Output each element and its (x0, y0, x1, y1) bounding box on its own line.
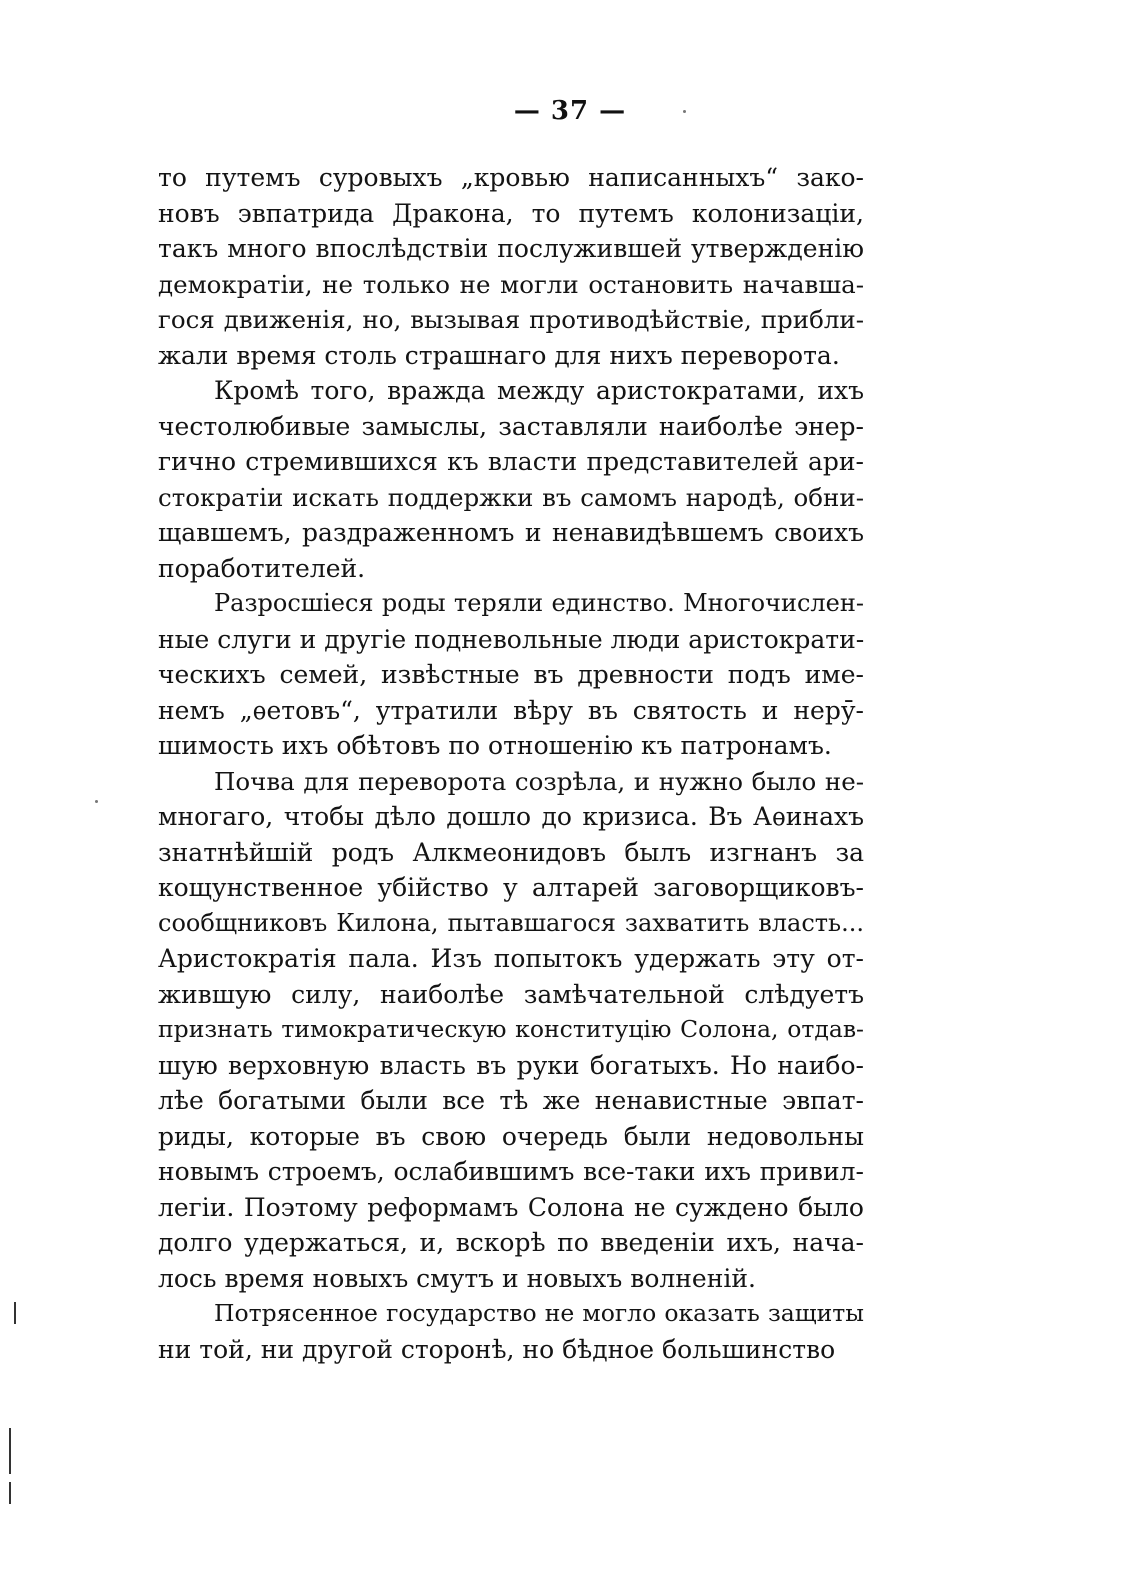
text-line: знатнѣйшiй родъ Алкмеонидовъ былъ изгнанъ за (158, 837, 864, 867)
text-line: сообщниковъ Килона, пытавшагося захватить власть... (158, 908, 864, 937)
text-line: гося движенiя, но, вызывая противодѣйствiе, прибли- (158, 305, 864, 334)
scan-edge-mark (9, 1428, 11, 1474)
text-line: демократiи, не только не могли остановить начавша- (158, 269, 864, 299)
body-text (158, 160, 864, 1367)
text-line: шую верховную власть въ руки богатыхъ. Но наибо- (158, 1050, 864, 1080)
text-line: Аристократiя пала. Изъ попытокъ удержать эту от- (158, 944, 864, 973)
text-line: кощунственное убiйство у алтарей заговорщиковъ- (158, 873, 864, 902)
page-number: — 37 — (513, 96, 627, 126)
text-line: ные слуги и другiе подневольные люди аристократи- (158, 624, 865, 654)
text-line: жившую силу, наиболѣе замѣчательной слѣдуетъ (158, 979, 864, 1009)
text-line: немъ „ѳетовъ“, утратили вѣру въ святость и нерӯ- (158, 695, 864, 725)
paragraph (158, 373, 864, 586)
scan-edge-mark (9, 1482, 11, 1504)
text-line: многаго, чтобы дѣло дошло до кризиса. Въ Аѳинахъ (158, 802, 864, 831)
text-line: лось время новыхъ смутъ и новыхъ волненiй. (158, 1263, 756, 1293)
text-line: то путемъ суровыхъ „кровью написанныхъ“ зако- (158, 163, 864, 192)
text-line: риды, которые въ свою очередь были недовольны (158, 1121, 864, 1151)
text-line: лѣе богатыми были все тѣ же ненавистные эвпат- (158, 1086, 864, 1115)
text-line: Кромѣ того, вражда между аристократами, ихъ (214, 376, 864, 405)
scan-speck (95, 800, 98, 803)
text-line: щавшемъ, раздраженномъ и ненавидѣвшемъ своихъ (158, 518, 864, 547)
paragraph (158, 1296, 864, 1367)
scan-speck (683, 110, 686, 113)
text-line: легiи. Поэтому реформамъ Солона не суждено было (158, 1192, 864, 1222)
text-line: признать тимократическую конституцiю Солона, отдав- (158, 1015, 864, 1043)
text-line: стократiи искать поддержки въ самомъ народѣ, обни- (158, 482, 864, 512)
text-line: ни той, ни другой сторонѣ, но бѣдное большинство (158, 1334, 836, 1364)
text-line: поработителей. (158, 553, 366, 583)
text-line: Почва для переворота созрѣла, и нужно было не- (214, 766, 864, 796)
text-line: Разросшiеся роды теряли единство. Многочислен- (214, 589, 864, 617)
text-line: гично стремившихся къ власти представителей ари- (158, 447, 864, 476)
text-line: ческихъ семей, извѣстные въ древности подъ име- (158, 660, 864, 689)
text-line: жали время столь страшнаго для нихъ переворота. (158, 340, 840, 370)
text-line: новымъ строемъ, ослабившимъ все-таки ихъ привил- (158, 1157, 864, 1186)
text-line: шимость ихъ обѣтовъ по отношенiю къ патронамъ. (158, 731, 832, 760)
text-line: такъ много впослѣдствiи послужившей утвержденiю (158, 234, 864, 263)
paragraph (158, 586, 864, 764)
paragraph (158, 764, 864, 1297)
scan-edge-mark (14, 1302, 16, 1324)
text-line: новъ эвпатрида Дракона, то путемъ колонизацiи, (158, 198, 864, 228)
text-line: долго удержаться, и, вскорѣ по введенiи ихъ, нача- (158, 1228, 864, 1257)
paragraph (158, 160, 864, 373)
text-line: Потрясенное государство не могло оказать защиты (214, 1299, 864, 1327)
text-line: честолюбивые замыслы, заставляли наиболѣе энер- (158, 411, 864, 441)
